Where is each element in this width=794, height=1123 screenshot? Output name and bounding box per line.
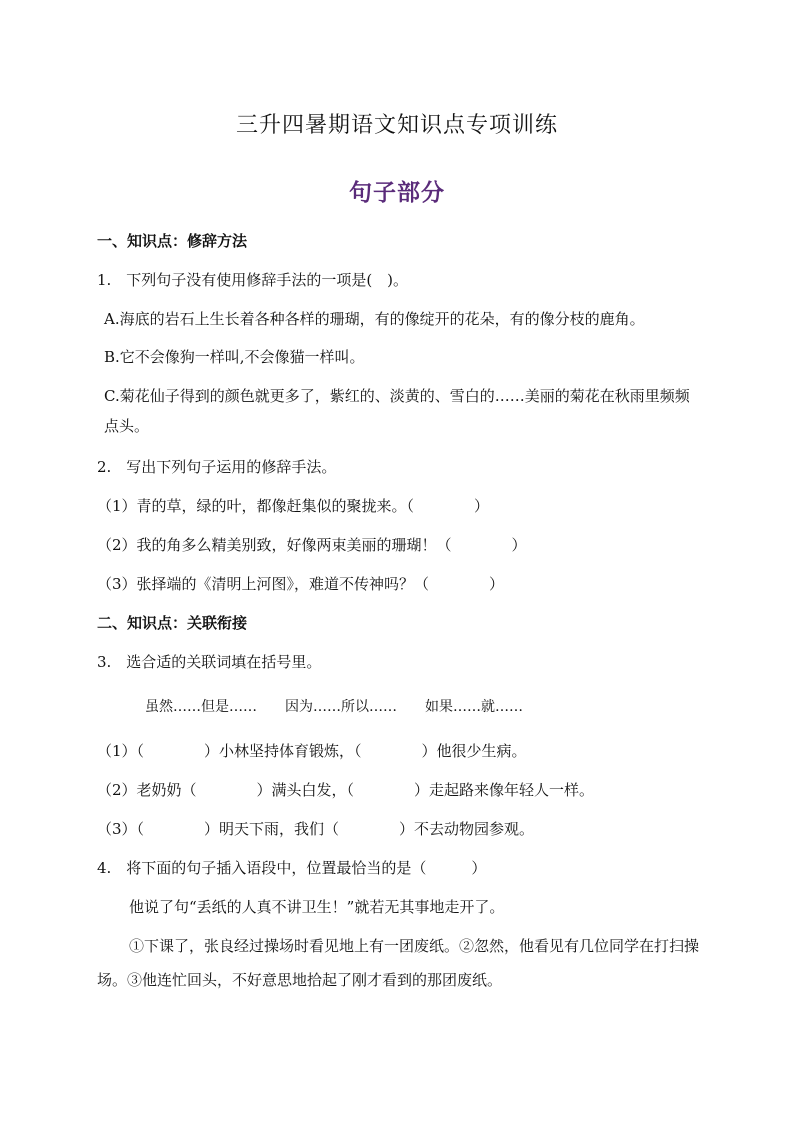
question-1-option-b: B.它不会像狗一样叫,不会像猫一样叫。: [104, 348, 365, 366]
question-3-stem: 3. 选合适的关联词填在括号里。: [97, 653, 322, 671]
question-2-item: （2）我的角多么精美别致，好像两束美丽的珊瑚！（ ）: [97, 536, 527, 554]
question-3-item: （3）（ ）明天下雨，我们（ ）不去动物园参观。: [97, 820, 535, 838]
page-title: 三升四暑期语文知识点专项训练: [235, 113, 558, 138]
section-heading-conjunctions: 二、知识点：关联衔接: [97, 614, 248, 632]
question-1-option-a: A.海底的岩石上生长着各种各样的珊瑚，有的像绽开的花朵，有的像分枝的鹿角。: [104, 310, 645, 328]
section-heading-rhetoric: 一、知识点：修辞方法: [97, 232, 248, 250]
question-1-option-c: C.菊花仙子得到的颜色就更多了，紫红的、淡黄的、雪白的……美丽的菊花在秋雨里频频点头。: [104, 387, 690, 435]
question-3-item: （1）（ ）小林坚持体育锻炼，（ ）他很少生病。: [97, 742, 527, 760]
question-2-item: （1）青的草，绿的叶，都像赶集似的聚拢来。（ ）: [97, 497, 490, 515]
question-4-passage: ①下课了，张良经过操场时看见地上有一团废纸。②忽然，他看见有几位同学在打扫操场。③他连忙回头，不好意思地拾起了刚才看到的那团废纸。: [97, 937, 700, 989]
question-4-sentence: 他说了句“丢纸的人真不讲卫生！”就若无其事地走开了。: [129, 898, 505, 916]
question-2-stem: 2. 写出下列句子运用的修辞手法。: [97, 458, 337, 476]
question-3-item: （2）老奶奶（ ）满头白发，（ ）走起路来像年轻人一样。: [97, 781, 595, 799]
question-4-stem: 4. 将下面的句子插入语段中，位置最恰当的是（ ）: [97, 859, 487, 877]
question-2-item: （3）张择端的《清明上河图》，难道不传神吗？（ ）: [97, 575, 505, 593]
question-3-word-bank: 虽然……但是…… 因为……所以…… 如果……就……: [145, 699, 523, 715]
question-1-stem: 1. 下列句子没有使用修辞手法的一项是( )。: [97, 271, 409, 289]
page-subtitle: 句子部分: [349, 179, 445, 206]
